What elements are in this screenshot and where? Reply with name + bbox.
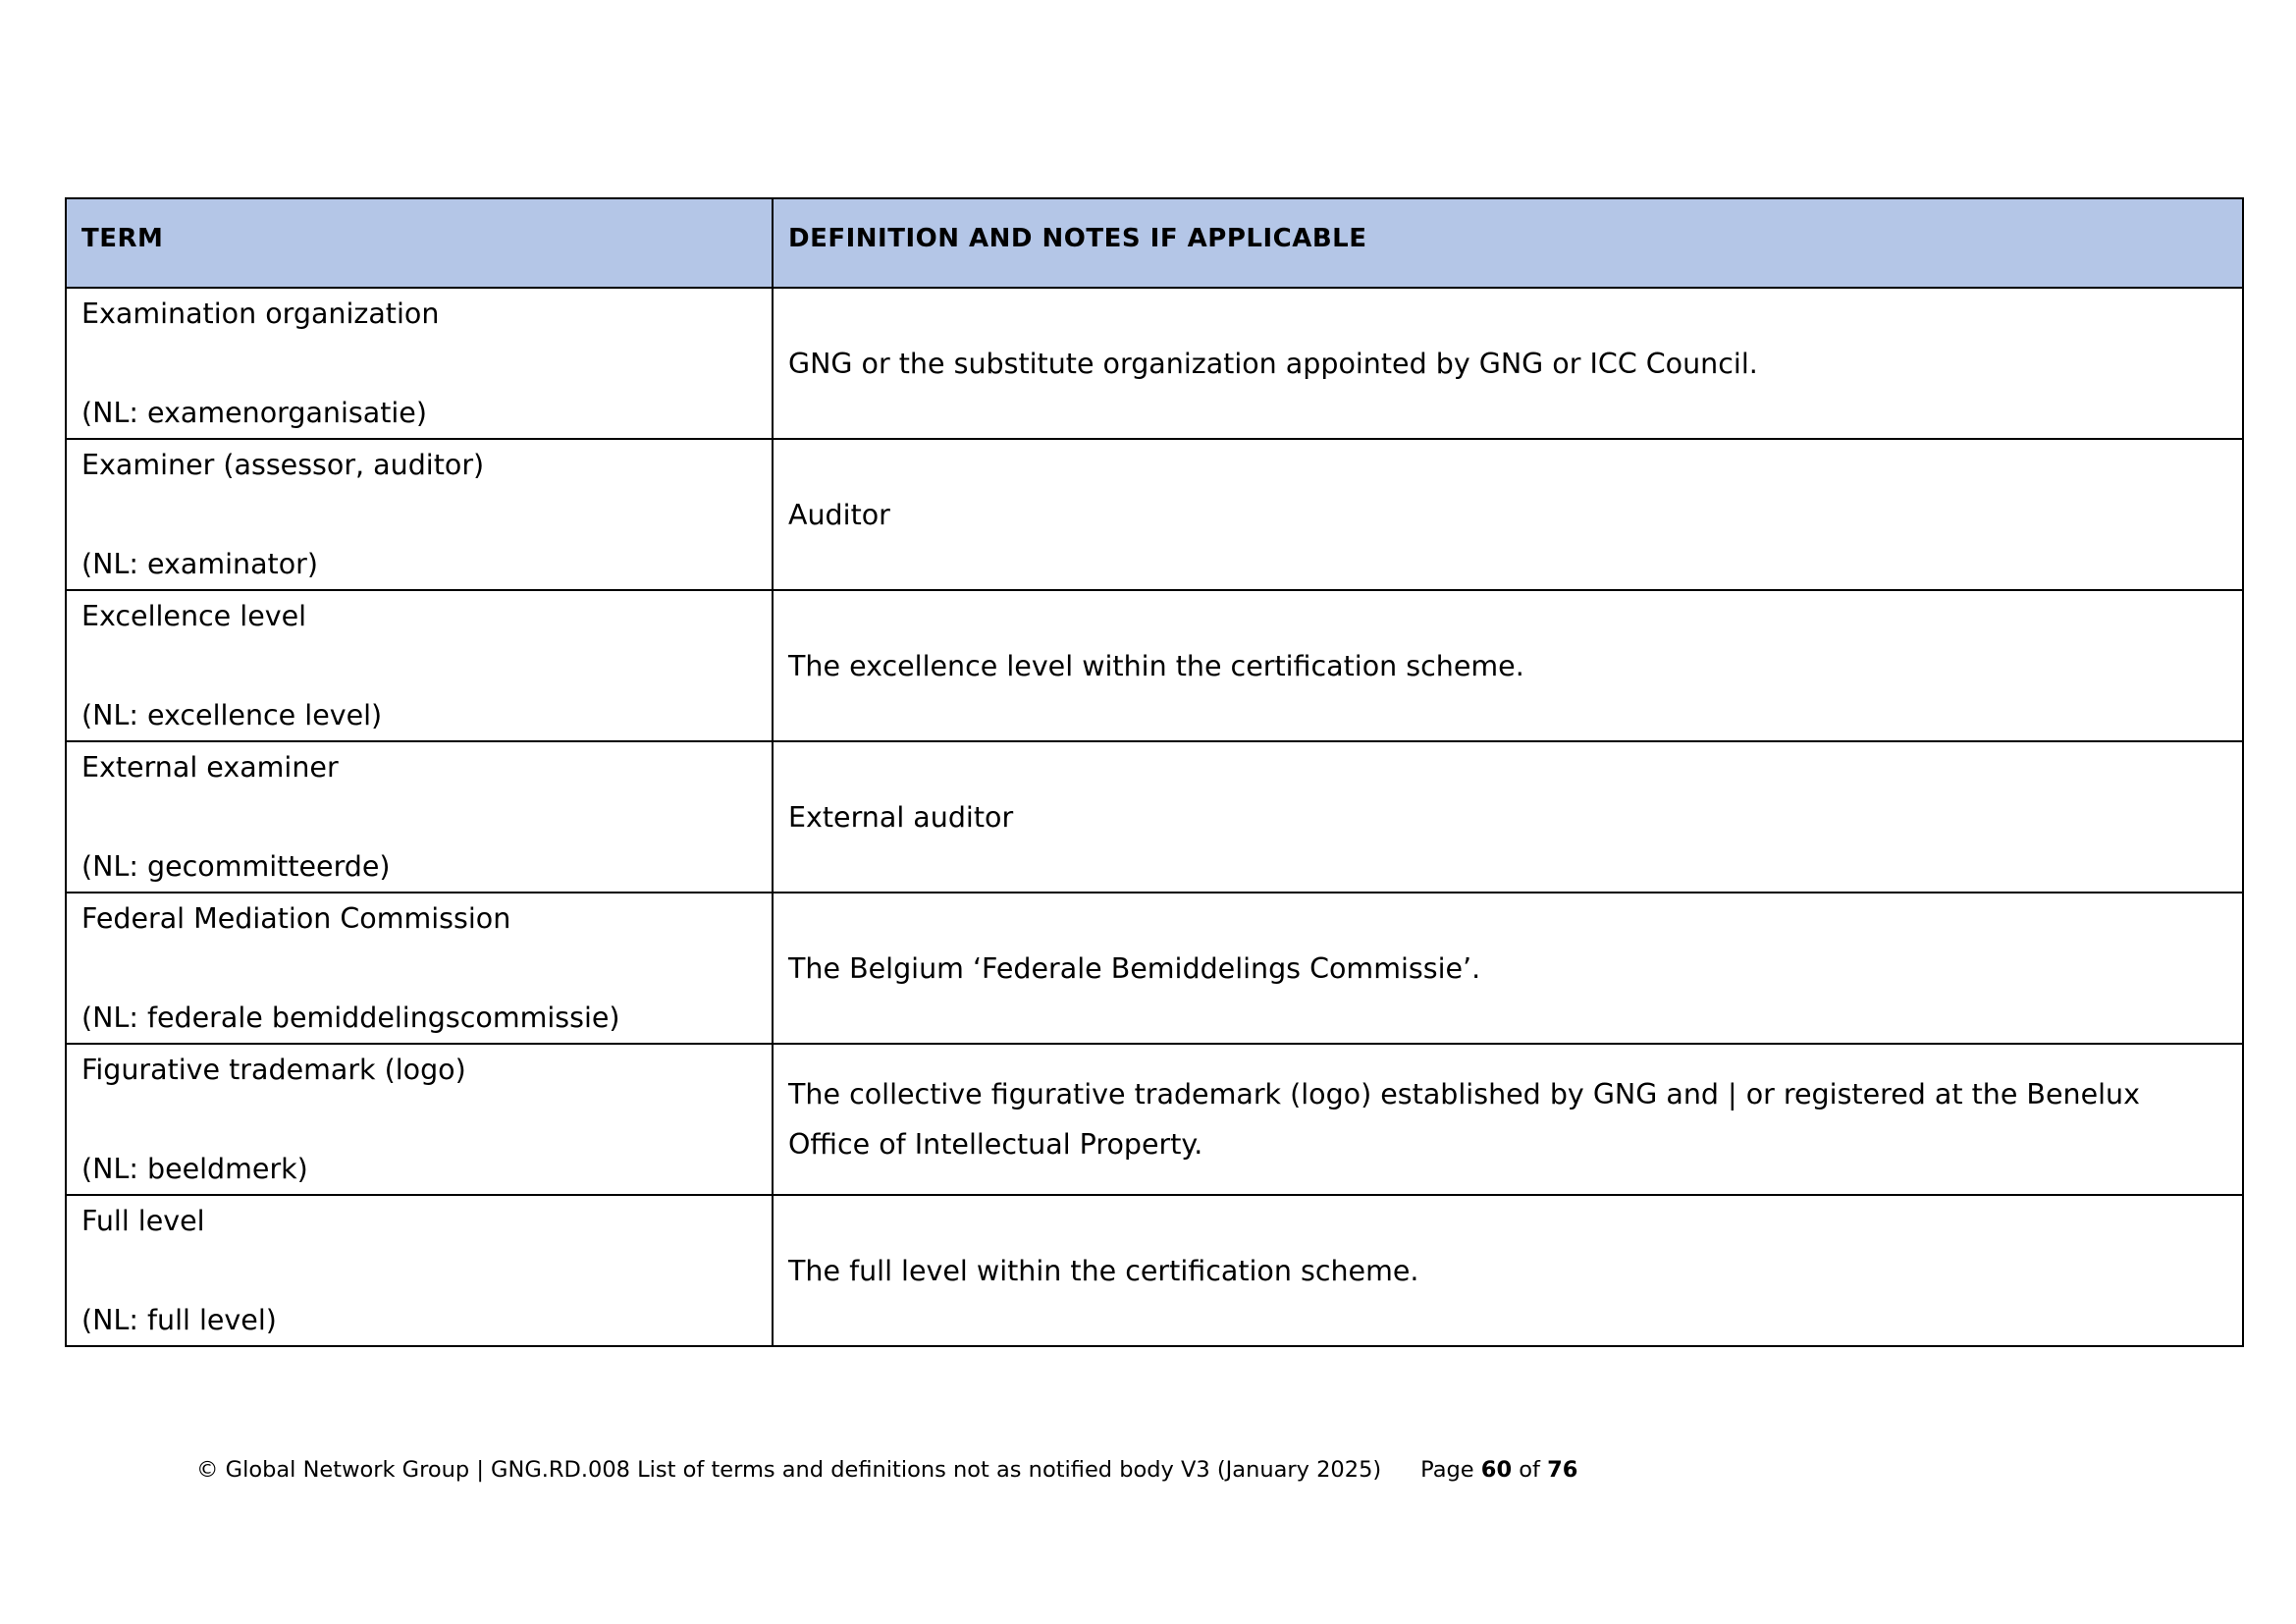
definition-cell: The collective figurative trademark (logo) established by GNG and | or registered at the Benelux Office of Intellectual Property. <box>773 1044 2243 1195</box>
definition-cell: The full level within the certification scheme. <box>773 1195 2243 1346</box>
terms-table <box>65 197 2244 1347</box>
table-row <box>66 590 2243 741</box>
page-total: 76 <box>1547 1457 1578 1483</box>
term-cell <box>66 439 773 590</box>
page-of: of <box>1519 1457 1540 1483</box>
term-name: Full level <box>81 1205 205 1237</box>
table-row <box>66 1195 2243 1346</box>
table-row <box>66 1044 2243 1195</box>
term-dutch: (NL: full level) <box>81 1304 277 1336</box>
term-dutch: (NL: federale bemiddelingscommissie) <box>81 1001 620 1034</box>
page-footer <box>196 1457 1577 1483</box>
definition-cell: The Belgium ‘Federale Bemiddelings Commissie’. <box>773 893 2243 1044</box>
term-dutch: (NL: examenorganisatie) <box>81 397 427 429</box>
definition-cell: External auditor <box>773 741 2243 893</box>
table-body <box>66 288 2243 1346</box>
term-name: Examiner (assessor, auditor) <box>81 449 485 481</box>
table-row <box>66 439 2243 590</box>
term-dutch: (NL: gecommitteerde) <box>81 850 391 883</box>
term-name: Federal Mediation Commission <box>81 902 511 935</box>
term-dutch: (NL: excellence level) <box>81 699 383 731</box>
term-dutch: (NL: examinator) <box>81 548 318 580</box>
table-row <box>66 741 2243 893</box>
term-cell <box>66 741 773 893</box>
header-definition: DEFINITION AND NOTES IF APPLICABLE <box>773 198 2243 288</box>
footer-copyright: © Global Network Group | GNG.RD.008 List of terms and definitions not as notified body V3 (January 2025) <box>196 1457 1382 1483</box>
term-name: External examiner <box>81 751 339 784</box>
table-row <box>66 288 2243 439</box>
term-cell <box>66 590 773 741</box>
definition-cell: The excellence level within the certification scheme. <box>773 590 2243 741</box>
table-header-row <box>66 198 2243 288</box>
definition-cell: GNG or the substitute organization appointed by GNG or ICC Council. <box>773 288 2243 439</box>
term-cell <box>66 893 773 1044</box>
term-cell <box>66 1195 773 1346</box>
term-dutch: (NL: beeldmerk) <box>81 1153 308 1185</box>
page-label: Page <box>1420 1457 1474 1483</box>
term-cell <box>66 288 773 439</box>
definition-cell: Auditor <box>773 439 2243 590</box>
table-row <box>66 893 2243 1044</box>
page-current: 60 <box>1480 1457 1513 1483</box>
term-name: Examination organization <box>81 298 440 330</box>
term-name: Figurative trademark (logo) <box>81 1054 466 1086</box>
term-name: Excellence level <box>81 600 307 632</box>
term-cell <box>66 1044 773 1195</box>
header-term: TERM <box>66 198 773 288</box>
